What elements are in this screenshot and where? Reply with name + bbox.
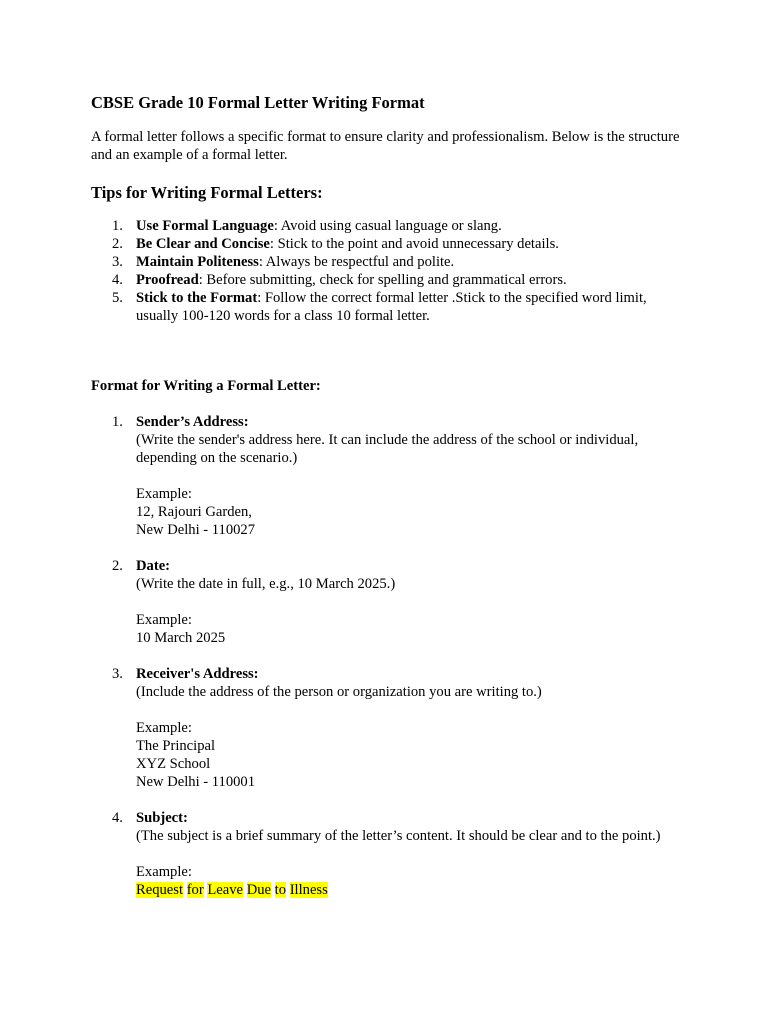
highlighted-word: for <box>186 882 204 898</box>
tip-bold-label: Stick to the Format <box>136 290 258 306</box>
document-title: CBSE Grade 10 Formal Letter Writing Format <box>91 93 425 112</box>
tip-item <box>91 217 691 235</box>
tip-number: 2. <box>112 236 123 252</box>
format-item-description: (Include the address of the person or organization you are writing to.) <box>136 684 542 700</box>
tip-bold-label: Be Clear and Concise <box>136 236 270 252</box>
format-item-description: (Write the sender's address here. It can include the address of the school or individual, depending on the scenario.) <box>136 432 639 466</box>
tip-item <box>91 271 691 289</box>
highlighted-subject-example <box>136 881 691 899</box>
tips-heading: Tips for Writing Formal Letters: <box>91 183 323 202</box>
format-item-description: (The subject is a brief summary of the letter’s content. It should be clear and to the point.) <box>136 828 661 844</box>
example-line: 10 March 2025 <box>136 630 226 646</box>
format-heading: Format for Writing a Formal Letter: <box>91 378 321 394</box>
format-item-heading: Receiver's Address: <box>136 666 259 682</box>
tip-text: : Stick to the point and avoid unnecessary details. <box>269 236 559 252</box>
highlighted-word: Due <box>246 882 272 898</box>
tip-number: 4. <box>112 272 123 288</box>
example-label: Example: <box>136 720 192 736</box>
example-line: The Principal <box>136 738 216 754</box>
tip-item <box>91 253 691 271</box>
tip-number: 3. <box>112 254 123 270</box>
tip-text: : Before submitting, check for spelling and grammatical errors. <box>198 272 567 288</box>
example-label: Example: <box>136 486 192 502</box>
example-line: New Delhi - 110027 <box>136 522 256 538</box>
format-item-subject <box>91 809 691 899</box>
format-number: 3. <box>112 666 123 682</box>
format-item-receivers-address <box>91 665 691 791</box>
highlighted-word: Request <box>136 882 184 898</box>
tip-item <box>91 289 691 325</box>
example-line: New Delhi - 110001 <box>136 774 256 790</box>
format-number: 2. <box>112 558 123 574</box>
tip-bold-label: Maintain Politeness <box>136 254 259 270</box>
example-line: 12, Rajouri Garden, <box>136 504 252 520</box>
tip-text: : Always be respectful and polite. <box>258 254 455 270</box>
format-item-description: (Write the date in full, e.g., 10 March 2025.) <box>136 576 396 592</box>
tip-text: : Follow the correct formal letter .Stick to the specified word limit, usually 100-120 words for a class 10 formal letter. <box>136 290 647 324</box>
format-number: 4. <box>112 810 123 826</box>
format-item-heading: Date: <box>136 558 171 574</box>
tips-list <box>91 217 691 325</box>
tip-bold-label: Proofread <box>136 272 199 288</box>
highlighted-word: Leave <box>207 882 244 898</box>
format-item-heading: Sender’s Address: <box>136 414 249 430</box>
tip-number: 5. <box>112 290 123 306</box>
document-page <box>91 92 691 917</box>
tip-bold-label: Use Formal Language <box>136 218 274 234</box>
example-label: Example: <box>136 864 192 880</box>
highlighted-word: to <box>274 882 287 898</box>
example-label: Example: <box>136 612 192 628</box>
example-line: XYZ School <box>136 756 211 772</box>
tip-number: 1. <box>112 218 123 234</box>
intro-paragraph: A formal letter follows a specific format to ensure clarity and professionalism. Below is the structure and an example of a formal letter. <box>91 129 680 163</box>
format-item-date <box>91 557 691 647</box>
format-list <box>91 413 691 899</box>
format-item-senders-address <box>91 413 691 539</box>
tip-text: : Avoid using casual language or slang. <box>273 218 502 234</box>
highlighted-word: Illness <box>289 882 328 898</box>
format-number: 1. <box>112 414 123 430</box>
tip-item <box>91 235 691 253</box>
format-item-heading: Subject: <box>136 810 188 826</box>
